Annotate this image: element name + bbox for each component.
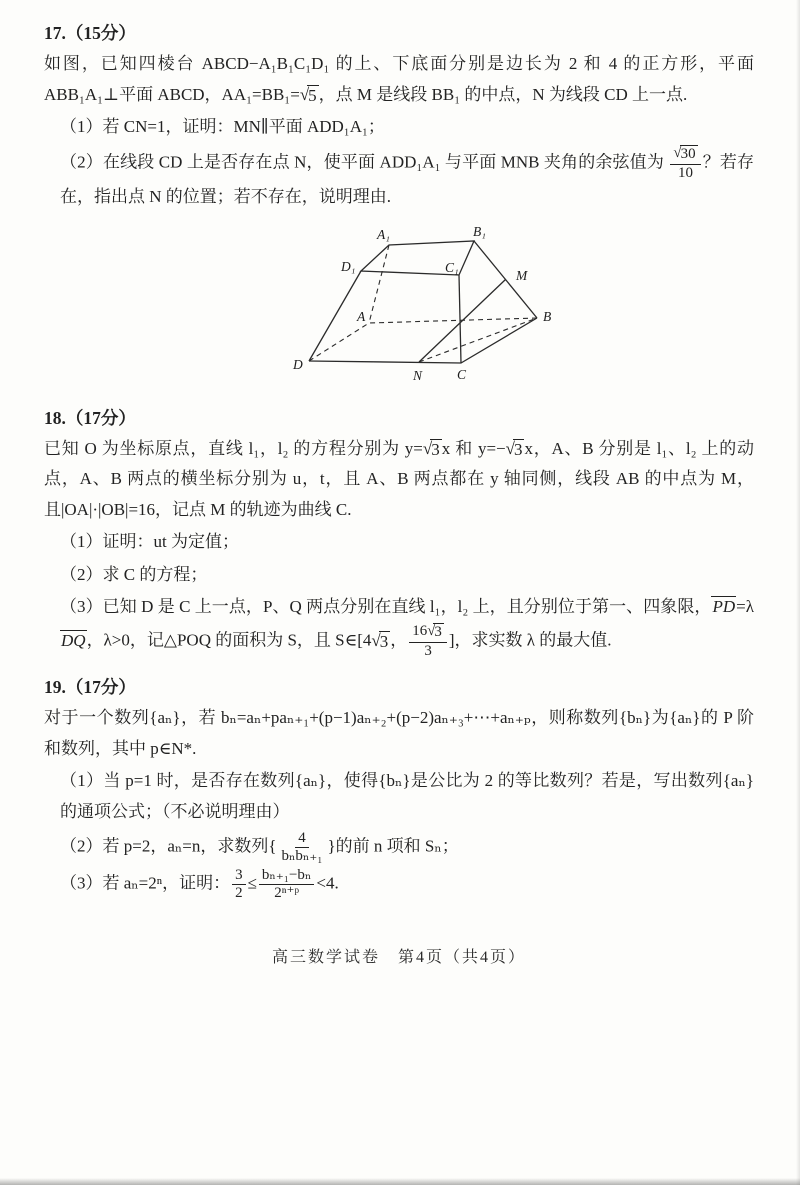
question-18-item-1: （1）证明：ut 为定值； [60, 532, 239, 552]
vertex-label-d1: D₁ [341, 258, 356, 274]
vertex-label-c: C [457, 366, 467, 382]
frustum-svg [269, 223, 579, 391]
vertex-label-a: A [357, 308, 366, 324]
vertex-label-n: N [413, 367, 423, 383]
frustum-figure [269, 223, 579, 391]
question-17-intro: 如图，已知四棱台 ABCD−A₁B₁C₁D₁ 的上、下底面分别是边长为 2 和 4 的正方形，平面 ABB₁A₁⊥平面 ABCD，AA₁=BB₁= √ 5 ，点 M 是线段 BB₁ 的中点，N 为线段 CD 上一点. [44, 54, 754, 105]
vertex-label-b1: B₁ [473, 223, 486, 239]
question-19-item-3: （3）若 aₙ=2ⁿ，证明： $\frac{3}{2}$ ≤ $\frac{\text{bₙ₊₁−bₙ}}{\text{2ⁿ⁺ᵖ}}$ <4. [60, 866, 339, 902]
question-18-intro: 已知 O 为坐标原点，直线 l₁，l₂ 的方程分别为 y= √ 3 x 和 y=− √ 3 x，A、B 分别是 l₁、l₂ 上的动点，A、B 两点的横坐标分别为 u，t，且 A、B 两点都在 y 轴同侧，线段 AB 的中点为 M，且|OA|·|OB|=16，记点 M 的轨迹为曲线 C. [44, 438, 754, 519]
question-19-intro: 对于一个数列{aₙ}，若 bₙ=aₙ+paₙ₊₁+(p−1)aₙ₊₂+(p−2)aₙ₊₃+⋯+aₙ₊ₚ，则称数列{bₙ}为{aₙ}的 P 阶和数列，其中 p∈N*. [44, 708, 754, 758]
vertex-label-d: D [293, 356, 303, 372]
page-footer: 高三数学试卷 第4页（共4页） [271, 949, 526, 967]
scan-shadow-right [796, 0, 800, 1185]
question-17-heading: 17.（15分） [44, 23, 136, 43]
question-19-item-2: （2）若 p=2，aₙ=n，求数列{ $\frac{4}{\text{bₙbₙ₊₁}}$ }的前 n 项和 Sₙ； [60, 829, 459, 864]
question-19-heading: 19.（17分） [44, 677, 136, 698]
question-17-item-1: （1）若 CN=1，证明：MN∥平面 ADD₁A₁； [60, 117, 385, 137]
question-17-item-2: （2）在线段 CD 上是否存在点 N，使平面 ADD₁A₁ 与平面 MNB 夹角的余弦值为 √ 30 10 ？若存在，指出点 N 的位置；若不存在，说明理由. [60, 144, 754, 206]
vertex-label-a1: A₁ [377, 226, 390, 242]
vertex-label-c1: C₁ [445, 259, 459, 275]
scan-shadow-bottom [0, 1178, 800, 1185]
vertex-label-m: M [516, 267, 528, 283]
question-18-item-2: （2）求 C 的方程； [60, 564, 208, 584]
vertex-label-b: B [543, 308, 552, 324]
question-18-heading: 18.（17分） [44, 407, 136, 428]
question-18-item-3: （3）已知 D 是 C 上一点，P、Q 两点分别在直线 l₁，l₂ 上，且分别位于第一、四象限，PD=λDQ，λ>0，记△POQ 的面积为 S，且 S∈[4 √ 3 ， 16 √ 3 3 ]，求实数 λ 的最大值. [60, 597, 754, 659]
question-19-item-1: （1）当 p=1 时，是否存在数列{aₙ}，使得{bₙ}是公比为 2 的等比数列？若是，写出数列{aₙ}的通项公式；（不必说明理由） [60, 771, 754, 821]
